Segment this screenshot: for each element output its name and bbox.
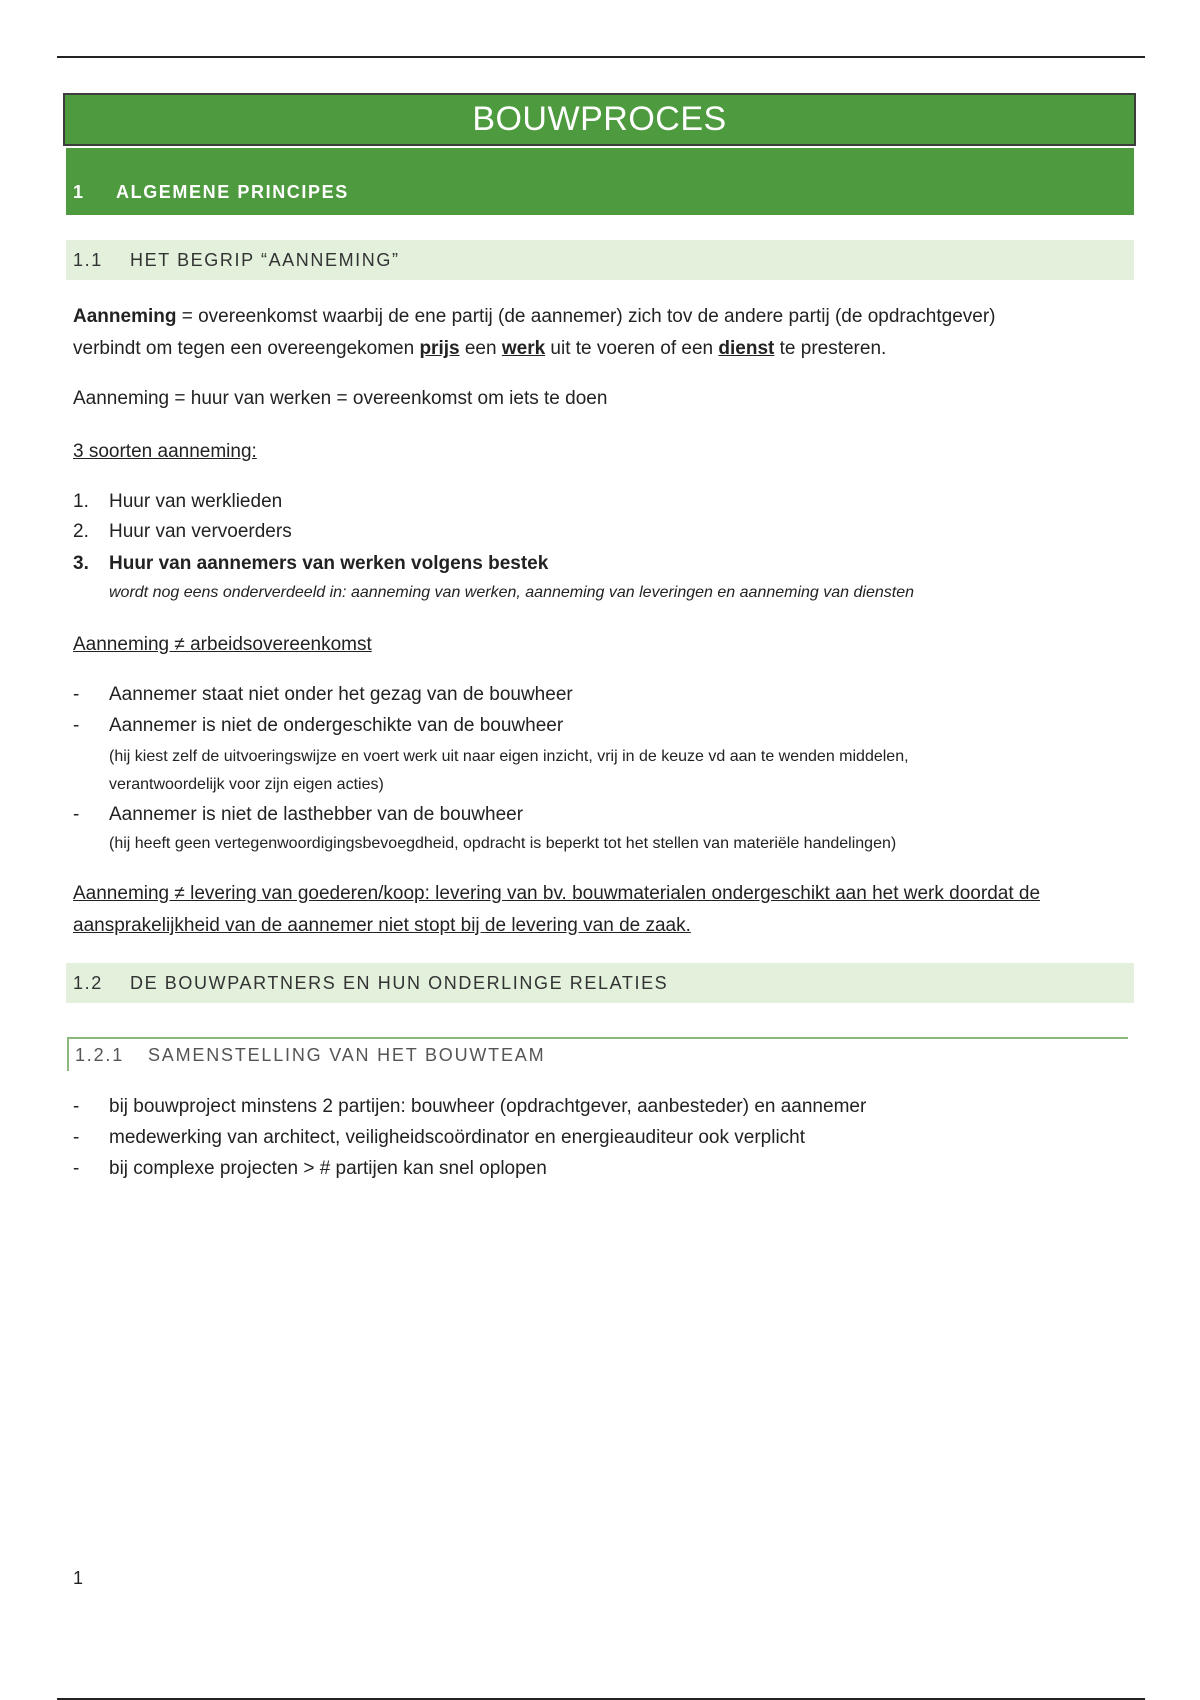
definition-text-e: te presteren. [774, 338, 887, 359]
list-text: Huur van werklieden [109, 491, 283, 512]
keyword-werk: werk [501, 338, 546, 359]
arbeid-note-line-1: (hij kiest zelf de uitvoeringswijze en voert werk uit naar eigen inzicht, vrij in de keuze vd aan te wenden middelen, [109, 748, 909, 765]
levering-paragraph [73, 878, 1040, 942]
list-marker: - [73, 1127, 80, 1148]
heading-1-2-1-number: 1.2.1 [75, 1045, 125, 1065]
list-text: Aannemer staat niet onder het gezag van de bouwheer [109, 684, 573, 705]
list-item [73, 1092, 866, 1122]
heading-1-2-title: DE BOUWPARTNERS EN HUN ONDERLINGE RELATIES [130, 973, 669, 993]
list-marker: - [73, 1158, 80, 1179]
list-marker: 2. [73, 521, 89, 542]
header-rule [57, 56, 1145, 58]
heading-1-2-1 [67, 1037, 1128, 1071]
list-item [73, 800, 523, 830]
heading-1-2-number: 1.2 [73, 973, 103, 993]
list-marker: 1. [73, 491, 89, 512]
list-text: Huur van aannemers van werken volgens bestek [109, 553, 549, 574]
list-marker: 3. [73, 553, 89, 574]
levering-line-1: Aanneming ≠ levering van goederen/koop: levering van bv. bouwmaterialen ondergeschikt aan het werk doordat de [73, 883, 1041, 904]
list-marker: - [73, 715, 80, 736]
list-item [73, 549, 548, 579]
soorten-heading: 3 soorten aanneming: [73, 441, 257, 462]
heading-1-1 [66, 240, 1134, 280]
list-item [73, 1123, 805, 1153]
definition-term: Aanneming [73, 306, 177, 327]
heading-1 [66, 148, 1134, 215]
list-marker: - [73, 684, 80, 705]
heading-1-1-number: 1.1 [73, 250, 103, 270]
list-item [73, 487, 282, 517]
list-item [73, 517, 292, 547]
list-item [73, 711, 563, 741]
document-title [63, 93, 1136, 146]
list-text: Aannemer is niet de lasthebber van de bouwheer [109, 804, 524, 825]
list-text: bij bouwproject minstens 2 partijen: bouwheer (opdrachtgever, aanbesteder) en aannemer [109, 1096, 867, 1117]
list-text: Huur van vervoerders [109, 521, 292, 542]
list-text: medewerking van architect, veiligheidscoördinator en energieauditeur ook verplicht [109, 1127, 806, 1148]
document-title-text: BOUWPROCES [472, 100, 727, 138]
definition-text-d: uit te voeren of een [545, 338, 719, 359]
keyword-dienst: dienst [718, 338, 775, 359]
heading-1-2-1-title: SAMENSTELLING VAN HET BOUWTEAM [148, 1045, 546, 1065]
definition-text-b: verbindt om tegen een overeengekomen [73, 338, 420, 359]
arbeid-note-lasthebber: (hij heeft geen vertegenwoordigingsbevoegdheid, opdracht is beperkt tot het stellen van materiële handelingen) [109, 835, 897, 852]
list-item [73, 1154, 547, 1184]
definition-paragraph [73, 301, 996, 365]
definition-text-c: een [459, 338, 502, 359]
soorten-note: wordt nog eens onderverdeeld in: aanneming van werken, aanneming van leveringen en aanneming van diensten [109, 584, 914, 601]
page-number: 1 [73, 1568, 84, 1588]
heading-1-2 [66, 963, 1134, 1003]
heading-1-1-title: HET BEGRIP “AANNEMING” [130, 250, 400, 270]
levering-line-2: aansprakelijkheid van de aannemer niet stopt bij de levering van de zaak. [73, 915, 691, 936]
keyword-prijs: prijs [419, 338, 460, 359]
list-text: Aannemer is niet de ondergeschikte van de bouwheer [109, 715, 564, 736]
list-marker: - [73, 1096, 80, 1117]
arbeid-note-line-2: verantwoordelijk voor zijn eigen acties) [109, 776, 384, 793]
list-text: bij complexe projecten > # partijen kan snel oplopen [109, 1158, 547, 1179]
arbeid-heading: Aanneming ≠ arbeidsovereenkomst [73, 634, 372, 655]
equation-paragraph: Aanneming = huur van werken = overeenkomst om iets te doen [73, 388, 608, 409]
definition-text-a: = overeenkomst waarbij de ene partij (de aannemer) zich tov de andere partij (de opdrachtgever) [176, 306, 996, 327]
heading-1-title: ALGEMENE PRINCIPES [116, 182, 349, 202]
list-item [73, 680, 573, 710]
list-marker: - [73, 804, 80, 825]
heading-1-number: 1 [73, 182, 85, 202]
